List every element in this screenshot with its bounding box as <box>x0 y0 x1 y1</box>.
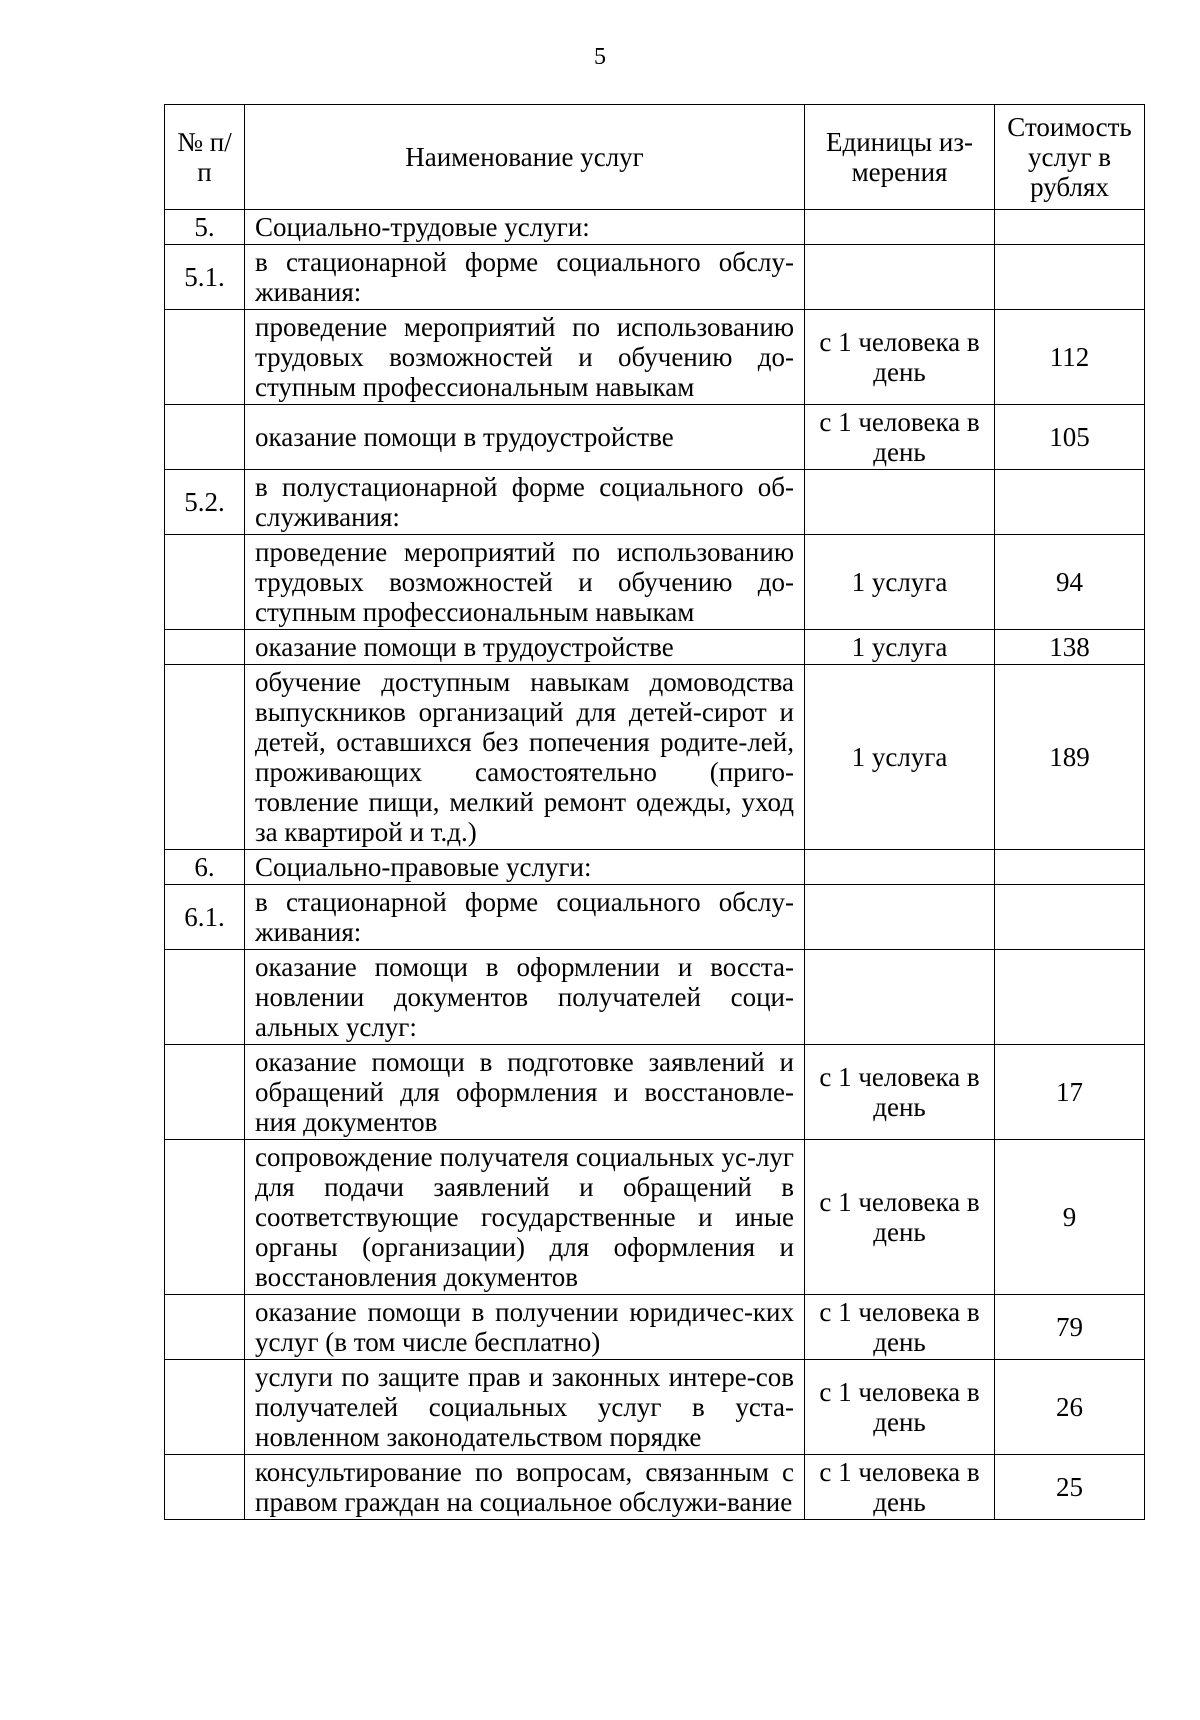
row-cost: 26 <box>995 1360 1145 1455</box>
row-name: Социально-правовые услуги: <box>245 850 805 885</box>
table-row <box>165 885 1145 950</box>
row-cost: 105 <box>995 405 1145 470</box>
row-cost: 138 <box>995 630 1145 665</box>
row-unit: 1 услуга <box>805 630 995 665</box>
row-name: в стационарной форме социального обслу-живания: <box>245 245 805 310</box>
row-cost: 17 <box>995 1045 1145 1140</box>
row-name: оказание помощи в трудоустройстве <box>245 630 805 665</box>
row-num <box>165 630 245 665</box>
row-unit: 1 услуга <box>805 665 995 850</box>
row-name: проведение мероприятий по использованию трудовых возможностей и обучению до-ступным профессиональным навыкам <box>245 535 805 630</box>
table-header-row <box>165 105 1145 210</box>
row-unit <box>805 470 995 535</box>
table-row <box>165 310 1145 405</box>
row-unit <box>805 885 995 950</box>
row-num: 5. <box>165 210 245 245</box>
row-unit: с 1 человека в день <box>805 1045 995 1140</box>
table-row <box>165 210 1145 245</box>
row-name: оказание помощи в оформлении и восста-новлении документов получателей соци-альных услуг: <box>245 950 805 1045</box>
row-num <box>165 310 245 405</box>
row-num <box>165 1140 245 1295</box>
table-row <box>165 535 1145 630</box>
row-num <box>165 1045 245 1140</box>
row-cost: 112 <box>995 310 1145 405</box>
row-num <box>165 405 245 470</box>
row-cost <box>995 850 1145 885</box>
row-cost <box>995 470 1145 535</box>
table-row <box>165 470 1145 535</box>
table-row <box>165 1360 1145 1455</box>
services-price-table <box>164 104 1145 1520</box>
row-name: консультирование по вопросам, связанным с правом граждан на социальное обслужи-вание <box>245 1455 805 1520</box>
row-unit: с 1 человека в день <box>805 1455 995 1520</box>
table-row <box>165 245 1145 310</box>
header-unit: Единицы из-мерения <box>805 105 995 210</box>
row-cost <box>995 950 1145 1045</box>
table-row <box>165 1140 1145 1295</box>
row-cost: 25 <box>995 1455 1145 1520</box>
row-cost: 189 <box>995 665 1145 850</box>
row-num <box>165 1455 245 1520</box>
table-row <box>165 1045 1145 1140</box>
table-row <box>165 665 1145 850</box>
table-row <box>165 1295 1145 1360</box>
row-unit <box>805 245 995 310</box>
row-cost <box>995 210 1145 245</box>
row-num: 6.1. <box>165 885 245 950</box>
row-unit <box>805 950 995 1045</box>
page-number: 5 <box>594 44 606 70</box>
row-unit: с 1 человека в день <box>805 405 995 470</box>
header-name: Наименование услуг <box>245 105 805 210</box>
row-name: сопровождение получателя социальных ус-луг для подачи заявлений и обращений в соответствующие государственные и иные органы (организации) для оформления и восстановления документов <box>245 1140 805 1295</box>
row-cost: 79 <box>995 1295 1145 1360</box>
row-name: проведение мероприятий по использованию трудовых возможностей и обучению до-ступным профессиональным навыкам <box>245 310 805 405</box>
row-name: оказание помощи в получении юридичес-ких услуг (в том числе бесплатно) <box>245 1295 805 1360</box>
row-num <box>165 535 245 630</box>
row-num <box>165 665 245 850</box>
table-row <box>165 405 1145 470</box>
row-name: оказание помощи в трудоустройстве <box>245 405 805 470</box>
row-cost <box>995 245 1145 310</box>
table-row <box>165 950 1145 1045</box>
row-cost: 94 <box>995 535 1145 630</box>
row-name: обучение доступным навыкам домоводства выпускников организаций для детей-сирот и детей, оставшихся без попечения родите-лей, проживающих самостоятельно (приго-товление пищи, мелкий ремонт одежды, уход за квартирой и т.д.) <box>245 665 805 850</box>
row-unit: с 1 человека в день <box>805 310 995 405</box>
row-unit: 1 услуга <box>805 535 995 630</box>
table-row <box>165 630 1145 665</box>
row-name: оказание помощи в подготовке заявлений и обращений для оформления и восстановле-ния документов <box>245 1045 805 1140</box>
row-name: в полустационарной форме социального об-служивания: <box>245 470 805 535</box>
row-name: Социально-трудовые услуги: <box>245 210 805 245</box>
row-unit <box>805 850 995 885</box>
header-cost: Стоимость услуг в рублях <box>995 105 1145 210</box>
row-unit: с 1 человека в день <box>805 1140 995 1295</box>
row-name: в стационарной форме социального обслу-живания: <box>245 885 805 950</box>
row-num: 5.1. <box>165 245 245 310</box>
table-row <box>165 850 1145 885</box>
row-num <box>165 1360 245 1455</box>
row-unit: с 1 человека в день <box>805 1295 995 1360</box>
row-unit <box>805 210 995 245</box>
header-num: № п/п <box>165 105 245 210</box>
row-cost: 9 <box>995 1140 1145 1295</box>
table-row <box>165 1455 1145 1520</box>
row-num <box>165 1295 245 1360</box>
row-cost <box>995 885 1145 950</box>
row-unit: с 1 человека в день <box>805 1360 995 1455</box>
row-num <box>165 950 245 1045</box>
row-num: 6. <box>165 850 245 885</box>
row-name: услуги по защите прав и законных интере-сов получателей социальных услуг в уста-новленном законодательством порядке <box>245 1360 805 1455</box>
row-num: 5.2. <box>165 470 245 535</box>
